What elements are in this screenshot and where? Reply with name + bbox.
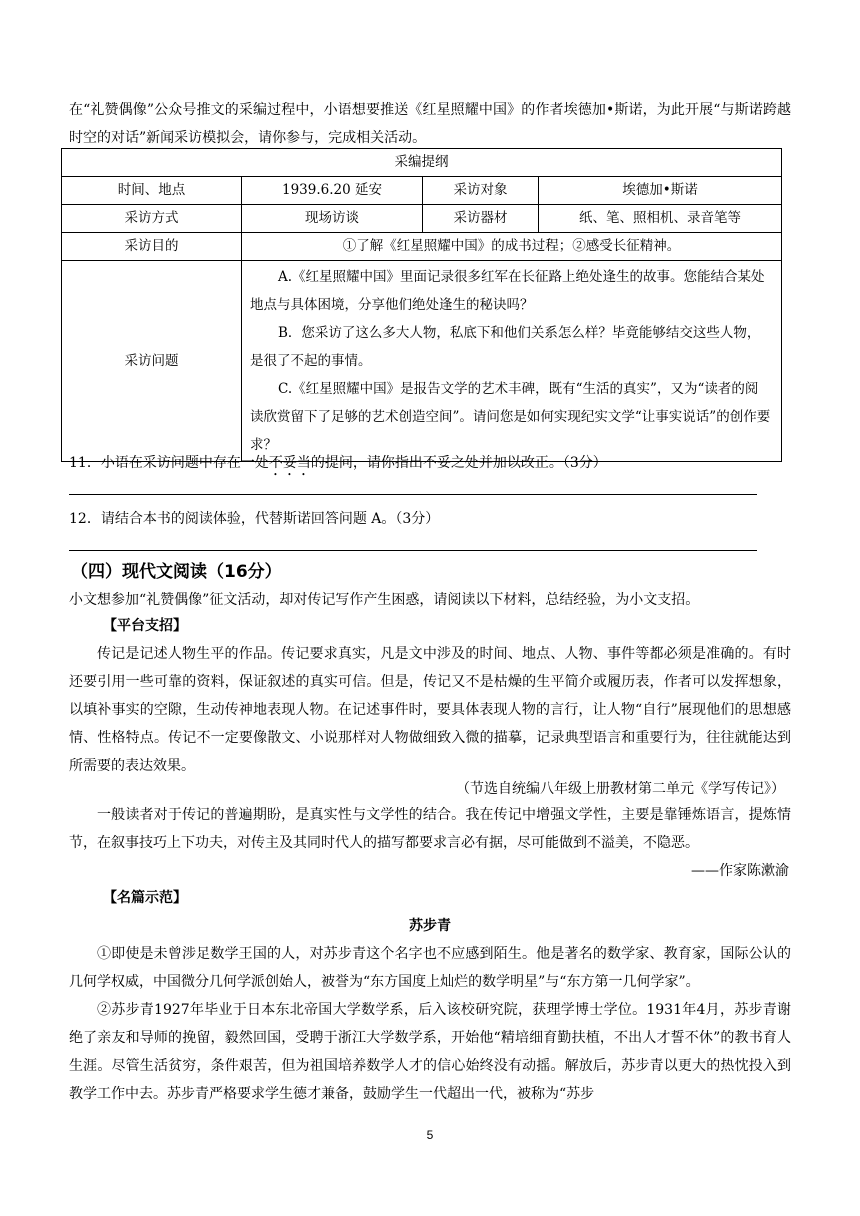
- question-12: 12．请结合本书的阅读体验，代替斯诺回答问题 A。（3分）: [69, 511, 440, 527]
- interviewee-label: 采访对象: [423, 177, 539, 205]
- article-paragraph-2: ②苏步青1927年毕业于日本东北帝国大学数学系，后入该校研究院，获理学博士学位。1931年4月，苏步青谢绝了亲友和导师的挽留，毅然回国，受聘于浙江大学数学系，开始他“精培细育勤扶植，不出人才誓不休”的教书育人生涯。尽管生活贫穷，条件艰苦，但为祖国培养数学人才的信心始终没有动摇。解放后，苏步青以更大的热忱投入到教学工作中去。苏步青严格要求学生德才兼备，鼓励学生一代超出一代，被称为“苏步: [69, 1002, 791, 1102]
- interviewee-value: 埃德加•斯诺: [539, 177, 782, 205]
- intro-paragraph: 在“礼赞偶像”公众号推文的采编过程中，小语想要推送《红星照耀中国》的作者埃德加•斯诺，为此开展“与斯诺跨越时空的对话”新闻采访模拟会，请你参与，完成相关活动。: [69, 102, 791, 146]
- question-c: C.《红星照耀中国》是报告文学的艺术丰碑，既有“生活的真实”，又为“读者的阅读欣赏留下了足够的艺术创造空间”。请问您是如何实现纪实文学“让事实说话”的创作要求？: [250, 381, 771, 453]
- material-2-author: ——作家陈漱渝: [691, 863, 789, 879]
- method-value: 现场访谈: [242, 205, 423, 233]
- purpose-value: ①了解《红星照耀中国》的成书过程；②感受长征精神。: [242, 233, 782, 261]
- question-11: 11．小语在采访问题中存在一处不妥当的提问，请你指出不妥之处并加以改正。（3分）: [69, 455, 607, 471]
- equipment-value: 纸、笔、照相机、录音笔等: [539, 205, 782, 233]
- page-number: 5: [426, 1128, 434, 1142]
- questions-label: 采访问题: [62, 261, 242, 462]
- questions-cell: [242, 261, 782, 462]
- section-intro: 小文想参加“礼赞偶像”征文活动，却对传记写作产生困惑，请阅读以下材料，总结经验，为小文支招。: [69, 592, 700, 608]
- table-title: 采编提纲: [62, 149, 782, 177]
- emphasis-text: 不妥当: [268, 455, 311, 471]
- time-place-label: 时间、地点: [62, 177, 242, 205]
- tag-platform-tips: 【平台支招】: [103, 618, 187, 634]
- section-heading: （四）现代文阅读（16分）: [71, 562, 282, 582]
- article-paragraph-1: ①即使是未曾涉足数学王国的人，对苏步青这个名字也不应感到陌生。他是著名的数学家、教育家，国际公认的几何学权威，中国微分几何学派创始人，被誉为“东方国度上灿烂的数学明星”与“东方第一几何学家”。: [69, 946, 791, 990]
- answer-line-12[interactable]: [69, 550, 757, 551]
- article-title: 苏步青: [409, 918, 451, 934]
- tag-model-essay: 【名篇示范】: [103, 890, 187, 906]
- interview-plan-table: [61, 148, 782, 462]
- material-1-source: （节选自统编八年级上册教材第二单元《学写传记》）: [456, 781, 785, 797]
- question-a: A.《红星照耀中国》里面记录很多红军在长征路上绝处逢生的故事。您能结合某处地点与具体困境，分享他们绝处逢生的秘诀吗？: [250, 269, 765, 313]
- purpose-label: 采访目的: [62, 233, 242, 261]
- material-1: 传记是记述人物生平的作品。传记要求真实，凡是文中涉及的时间、地点、人物、事件等都必须是准确的。有时还要引用一些可靠的资料，保证叙述的真实可信。但是，传记又不是枯燥的生平简介或履历表，作者可以发挥想象，以填补事实的空隙，生动传神地表现人物。在记述事件时，要具体表现人物的言行，让人物“自行”展现他们的思想感情、性格特点。传记不一定要像散文、小说那样对人物做细致入微的描摹，记录典型语言和重要行为，往往就能达到所需要的表达效果。: [69, 646, 791, 774]
- answer-line-11[interactable]: [69, 494, 757, 495]
- material-2: 一般读者对于传记的普遍期盼，是真实性与文学性的结合。我在传记中增强文学性，主要是靠锤炼语言，提炼情节，在叙事技巧上下功夫，对传主及其同时代人的描写都要求言必有据，尽可能做到不溢美，不隐恶。: [69, 807, 791, 851]
- question-b: B．您采访了这么多大人物，私底下和他们关系怎么样？毕竟能够结交这些人物，是很了不起的事情。: [250, 325, 761, 369]
- equipment-label: 采访器材: [423, 205, 539, 233]
- time-place-value: 1939.6.20 延安: [242, 177, 423, 205]
- method-label: 采访方式: [62, 205, 242, 233]
